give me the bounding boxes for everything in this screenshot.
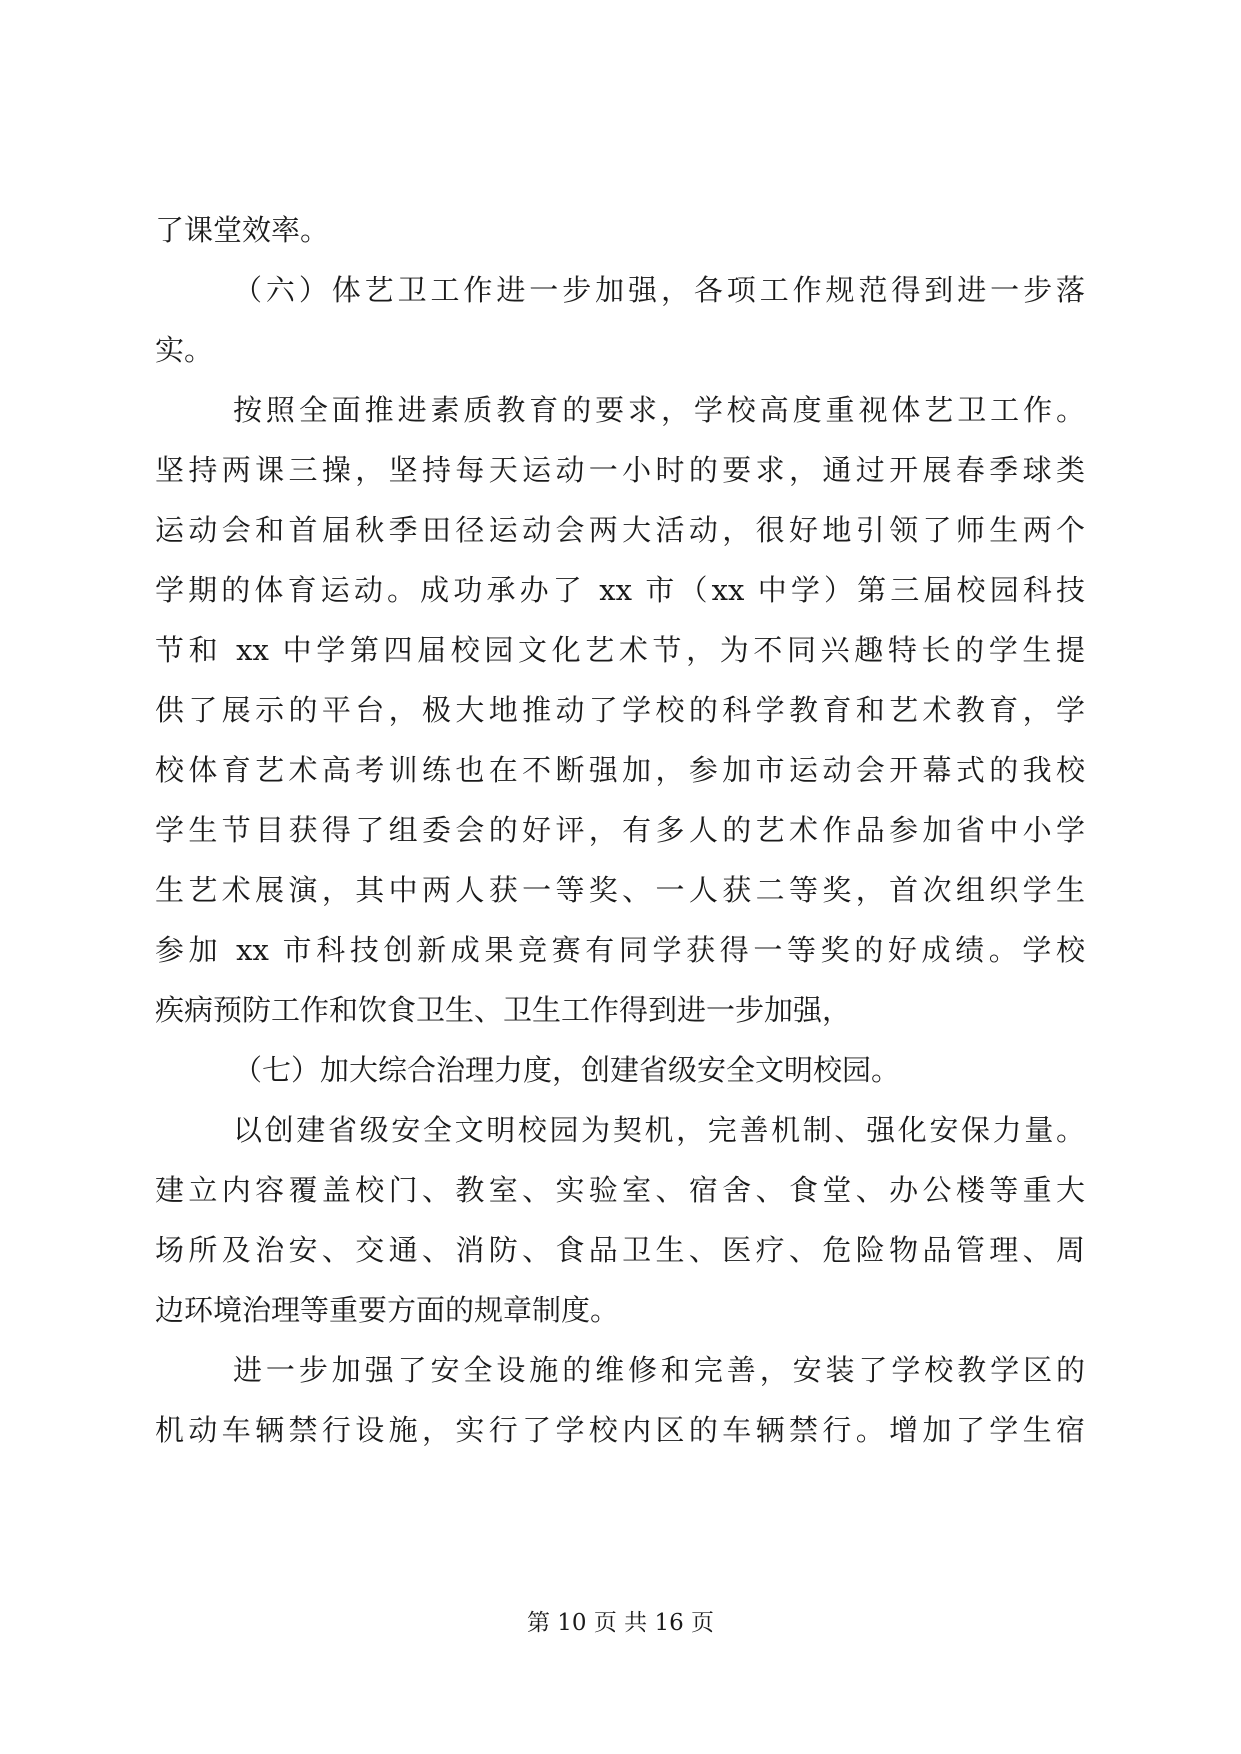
- page-number-footer: 第 10 页 共 16 页: [526, 1610, 715, 1636]
- text-line: 了课堂效率。: [155, 213, 330, 247]
- text-line: 运动会和首届秋季田径运动会两大活动，很好地引领了师生两个: [155, 513, 1085, 547]
- text-line: 场所及治安、交通、消防、食品卫生、医疗、危险物品管理、周: [155, 1233, 1085, 1267]
- text-line: 边环境治理等重要方面的规章制度。: [155, 1293, 620, 1327]
- text-line: 机动车辆禁行设施，实行了学校内区的车辆禁行。增加了学生宿: [155, 1413, 1085, 1447]
- text-line: 参加 xx 市科技创新成果竞赛有同学获得一等奖的好成绩。学校: [155, 933, 1085, 967]
- paragraph-start: 按照全面推进素质教育的要求，学校高度重视体艺卫工作。: [233, 393, 1085, 427]
- document-body: [155, 200, 1085, 1460]
- paragraph-start: 进一步加强了安全设施的维修和完善，安装了学校教学区的: [233, 1353, 1085, 1387]
- text-line: 坚持两课三操，坚持每天运动一小时的要求，通过开展春季球类: [155, 453, 1085, 487]
- text-line: 供了展示的平台，极大地推动了学校的科学教育和艺术教育，学: [155, 693, 1085, 727]
- paragraph-start: 以创建省级安全文明校园为契机，完善机制、强化安保力量。: [233, 1113, 1085, 1147]
- text-line: 学期的体育运动。成功承办了 xx 市（xx 中学）第三届校园科技: [155, 573, 1085, 607]
- text-line: 建立内容覆盖校门、教室、实验室、宿舍、食堂、办公楼等重大: [155, 1173, 1085, 1207]
- text-line: 实。: [155, 333, 214, 367]
- section-heading-7: （七）加大综合治理力度，创建省级安全文明校园。: [233, 1053, 901, 1087]
- text-line: 校体育艺术高考训练也在不断强加，参加市运动会开幕式的我校: [155, 753, 1085, 787]
- text-line: 疾病预防工作和饮食卫生、卫生工作得到进一步加强，: [155, 993, 852, 1027]
- text-line: 生艺术展演，其中两人获一等奖、一人获二等奖，首次组织学生: [155, 873, 1085, 907]
- text-line: 学生节目获得了组委会的好评，有多人的艺术作品参加省中小学: [155, 813, 1085, 847]
- section-heading-6: （六）体艺卫工作进一步加强，各项工作规范得到进一步落: [233, 273, 1085, 307]
- text-line: 节和 xx 中学第四届校园文化艺术节，为不同兴趣特长的学生提: [155, 633, 1085, 667]
